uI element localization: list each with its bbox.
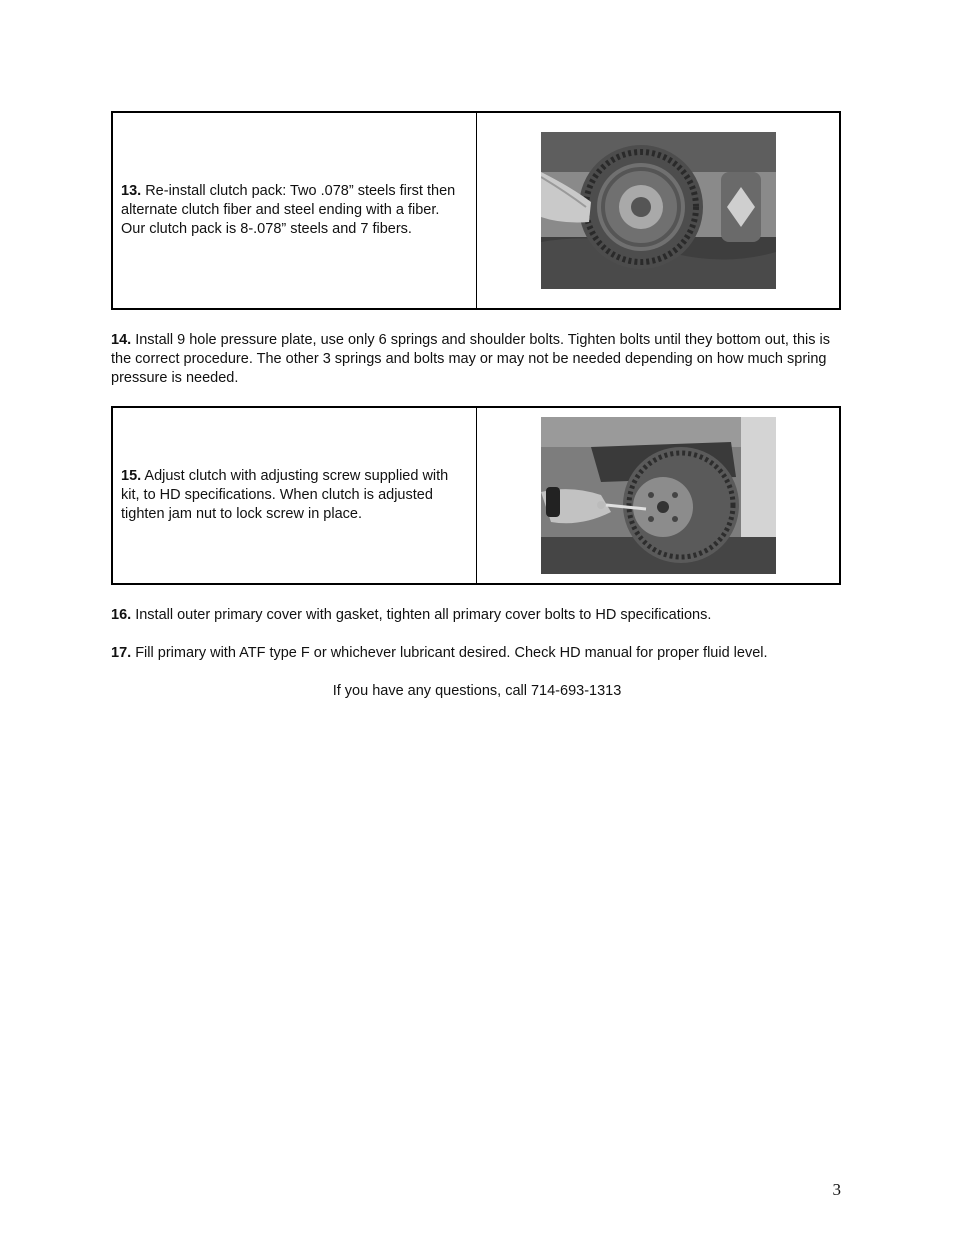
step-16-text: Install outer primary cover with gasket, tighten all primary cover bolts to HD specifications.	[131, 607, 712, 623]
step-13-text: Re-install clutch pack: Two .078” steels first then alternate clutch fiber and steel ending with a fiber. Our clutch pack is 8-.078” steels and 7 fibers.	[121, 183, 456, 237]
step-13-box	[111, 111, 841, 310]
step-15-text-cell	[113, 408, 477, 583]
step-15-number: 15.	[121, 468, 142, 484]
step-14-text: Install 9 hole pressure plate, use only 6 springs and shoulder bolts. Tighten bolts until they bottom out, this is the correct procedure. The other 3 springs and bolts may or may not be needed depending on how much spring pressure is needed.	[111, 332, 830, 386]
contact-line: If you have any questions, call 714-693-1313	[332, 683, 622, 699]
step-15-image-cell	[477, 408, 839, 583]
step-13-image-cell	[477, 113, 839, 308]
step-14-paragraph	[111, 331, 841, 388]
step-15-text: Adjust clutch with adjusting screw supplied with kit, to HD specifications. When clutch is adjusted tighten jam nut to lock screw in place.	[121, 468, 449, 522]
step-17-number: 17.	[111, 645, 132, 661]
page-number: 3	[832, 1180, 841, 1199]
step-17-paragraph	[111, 644, 841, 663]
step-15-box	[111, 406, 841, 585]
step-16-paragraph	[111, 606, 841, 625]
clutch-pack-photo	[541, 132, 776, 289]
step-13-number: 13.	[121, 183, 142, 199]
step-13-text-cell	[113, 113, 477, 308]
clutch-adjust-photo	[541, 417, 776, 574]
step-15-paragraph	[121, 467, 464, 524]
step-13-paragraph	[121, 182, 464, 239]
step-14-number: 14.	[111, 332, 132, 348]
step-17-text: Fill primary with ATF type F or whichever lubricant desired. Check HD manual for proper fluid level.	[131, 645, 768, 661]
step-16-number: 16.	[111, 607, 132, 623]
